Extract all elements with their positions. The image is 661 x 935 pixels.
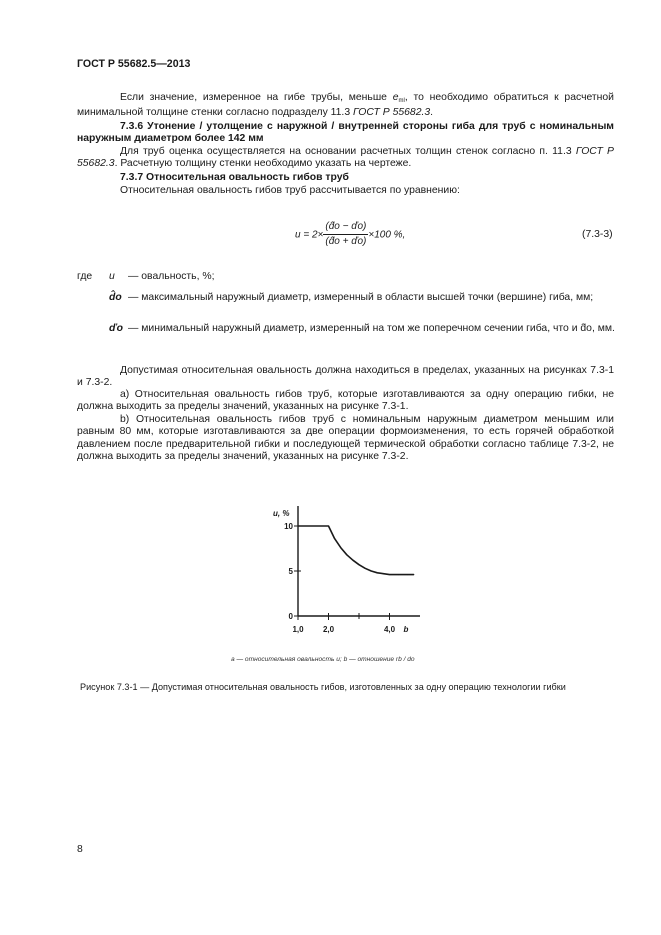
x-tick-label: 2,0: [322, 625, 335, 634]
data-point: [352, 560, 353, 561]
formula-denominator: (d̂o + ďo): [325, 236, 367, 248]
document-header: ГОСТ Р 55682.5—2013: [77, 58, 191, 70]
where-label: где: [77, 271, 93, 282]
data-point: [340, 547, 341, 548]
formula-lhs: u = 2×: [295, 229, 324, 241]
definition-symbol: u: [109, 271, 115, 282]
ovality-formula: [295, 221, 405, 249]
data-point: [383, 573, 384, 574]
equation-number: (7.3-3): [582, 229, 613, 240]
paragraph-thickness-assessment: Для труб оценка осуществляется на основании расчетных толщин стенок согласно п. 11.3 ГОСТ Р 55682.3. Расчетную толщину стенки необходимо указать на чертеже.: [77, 146, 614, 170]
x-axis-label: b: [403, 625, 409, 634]
y-tick-label: 0: [288, 612, 293, 621]
ovality-curve: [298, 526, 414, 575]
paragraph-min-thickness: Если значение, измеренное на гибе трубы, меньше $e_{ml}$, то необходимо обратиться к расчетной минимальной толщине стенки согласно подразделу 11.3 ГОСТ Р 55682.3.: [77, 92, 614, 119]
data-point: [346, 554, 347, 555]
paragraph-ovality-equation-intro: Относительная овальность гибов труб рассчитывается по уравнению:: [120, 185, 460, 196]
data-point: [407, 574, 408, 575]
data-point: [398, 574, 399, 575]
paragraph-item-b: b) Относительная овальность гибов труб с номинальным наружным диаметром меньшим или равным 80 мм, которые изготавливаются за две операции формоизменения, то есть горячей обработкой давлением после предварительной гибки и последующей термической обработки согласно таблице 7.3-2, не должна выходить за пределы значений, указанных на рисунке 7.3-2.: [77, 414, 614, 462]
heading-7-3-6: 7.3.6 Утонение / утолщение с наружной / внутренней стороны гиба для труб с номинальным наружным диаметром более 142 мм: [77, 121, 614, 145]
data-point: [334, 538, 335, 539]
definition-text: — минимальный наружный диаметр, измеренный на том же поперечном сечении гиба, что и d̂o, мм.: [128, 323, 615, 334]
y-tick-label: 10: [284, 522, 293, 531]
formula-rhs: ×100 %,: [368, 229, 406, 241]
paragraph-allowed-ovality: Допустимая относительная овальность должна находиться в пределах, указанных на рисунках 7.3-1 и 7.3-2.: [77, 365, 614, 389]
chart-legend: a — относительная овальность u; b — отношение rb / do: [231, 656, 415, 663]
definition-text: — овальность, %;: [128, 271, 215, 282]
figure-caption: Рисунок 7.3-1 — Допустимая относительная овальность гибов, изготовленных за одну операцию технологии гибки: [80, 682, 566, 692]
definition-text: — максимальный наружный диаметр, измеренный в области высшей точки (вершине) гиба, мм;: [128, 292, 594, 303]
y-axis-label: u, %: [273, 509, 290, 518]
data-point: [377, 572, 378, 573]
x-tick-label: 1,0: [292, 625, 304, 634]
y-tick-label: 5: [288, 567, 293, 576]
definition-symbol: d̂o: [109, 292, 122, 303]
definition-symbol: ďo: [109, 323, 124, 334]
data-point: [389, 574, 390, 575]
heading-7-3-7: 7.3.7 Относительная овальность гибов труб: [120, 172, 349, 183]
data-point: [371, 571, 372, 572]
ovality-chart: [268, 500, 428, 640]
formula-numerator: (d̂o − ďo): [323, 221, 368, 235]
x-tick-label: 4,0: [383, 625, 396, 634]
page-number: 8: [77, 844, 83, 855]
data-point: [328, 526, 329, 527]
formula-fraction: [323, 221, 368, 249]
paragraph-item-a: а) Относительная овальность гибов труб, которые изготавливаются за одну операцию гибки, не должна выходить за пределы значений, указанных на рисунке 7.3-1.: [77, 389, 614, 413]
data-point: [365, 568, 366, 569]
data-point: [413, 574, 414, 575]
data-point: [359, 564, 360, 565]
data-point: [298, 526, 299, 527]
